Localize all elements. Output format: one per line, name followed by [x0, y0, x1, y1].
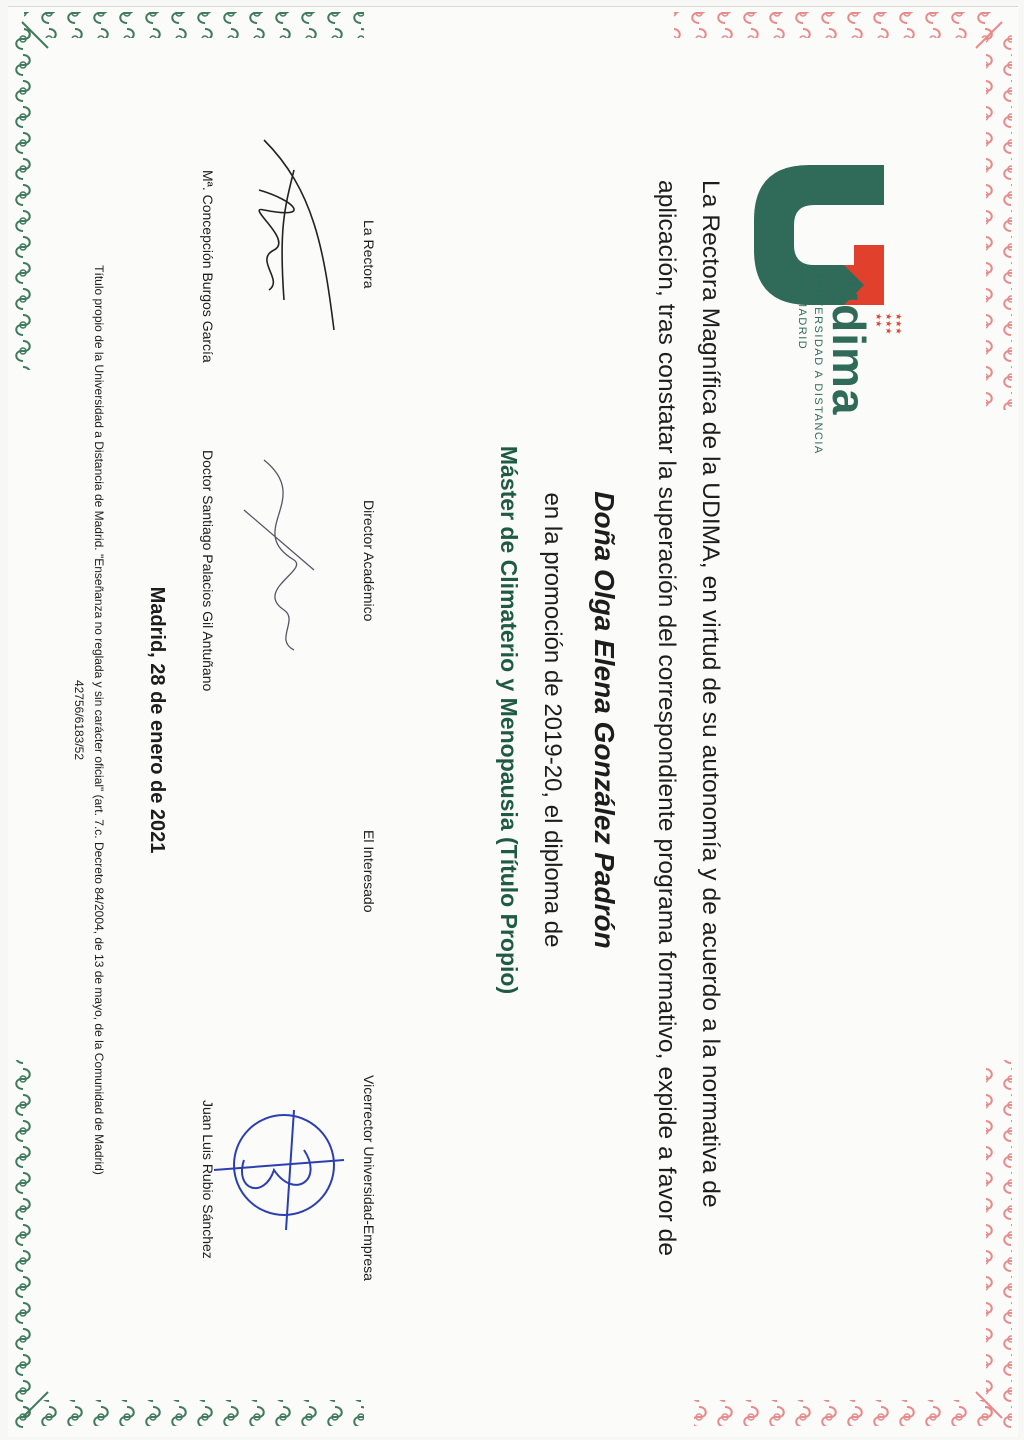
director-title: Director Académico [361, 500, 377, 622]
logo-subtitle-2: DE MADRID [796, 275, 808, 351]
recipient-name: Doña Olga Elena González Padrón [589, 491, 620, 949]
legal-note: Título propio de la Universidad a Distancia de Madrid. "Enseñanza no reglada y sin carácter oficial" (art. 7.c. Decreto 84/2004, de 13 de mayo, de la Comunidad de Madrid) [92, 265, 106, 1175]
vicerrector-signature [204, 1090, 364, 1240]
reference-number: 42756/6183/52 [72, 679, 86, 761]
svg-text:★★★: ★★★ [884, 313, 893, 335]
director-signature [224, 450, 334, 660]
director-name: Doctor Santiago Palacios Gil Antuñano [200, 450, 216, 692]
interesado-title: El Interesado [361, 830, 377, 913]
promotion-text: en la promoción de 2019-20, el diploma de [539, 492, 566, 948]
rectora-title: La Rectora [361, 220, 377, 289]
logo-subtitle-1: UNIVERSIDAD A DISTANCIA [812, 275, 824, 455]
svg-text:★★★: ★★★ [894, 313, 903, 335]
body-line-1: La Rectora Magnífica de la UDIMA, en virtud de su autonomía y de acuerdo a la normativa de [697, 180, 724, 1208]
issue-date: Madrid, 28 de enero de 2021 [146, 586, 168, 854]
vicerrector-name: Juan Luis Rubio Sánchez [200, 1100, 216, 1259]
body-line-2: aplicación, tras constatar la superación del correspondiente programa formativo, expide a favor de [653, 180, 680, 1257]
rectora-signature [224, 130, 354, 360]
vicerrector-title: Vicerrector Universidad-Empresa [361, 1075, 377, 1281]
degree-title: Máster de Climaterio y Menopausia (Título Propio) [496, 445, 522, 995]
svg-text:★★: ★★ [874, 313, 883, 328]
logo-wordmark [822, 275, 876, 415]
rectora-name: Mª. Concepción Burgos García [200, 170, 216, 363]
logo-brand: udima [823, 275, 875, 416]
